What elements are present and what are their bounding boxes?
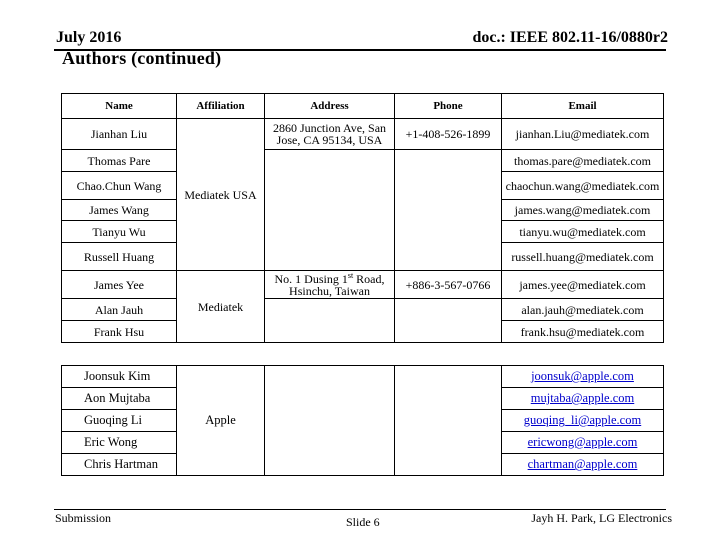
email-cell	[502, 388, 664, 410]
email-cell	[502, 366, 664, 388]
address-text-rest: Road, Hsinchu, Taiwan	[289, 272, 385, 298]
table-header-row	[62, 94, 664, 119]
address-cell-empty	[265, 150, 395, 271]
table-row	[62, 271, 664, 299]
column-header-affiliation: Affiliation	[177, 94, 265, 119]
author-name: Guoqing Li	[62, 410, 177, 432]
author-email: tianyu.wu@mediatek.com	[502, 221, 664, 243]
email-cell	[502, 454, 664, 476]
phone-cell: +1-408-526-1899	[395, 119, 502, 150]
slide-number: Slide 6	[346, 515, 380, 529]
author-email: james.yee@mediatek.com	[502, 271, 664, 299]
author-email-link[interactable]: mujtaba@apple.com	[530, 391, 635, 405]
affiliation-cell: Mediatek	[177, 271, 265, 343]
author-name: Joonsuk Kim	[62, 366, 177, 388]
author-name: Tianyu Wu	[62, 221, 177, 243]
column-header-email: Email	[502, 94, 664, 119]
author-email-link[interactable]: joonsuk@apple.com	[531, 369, 634, 383]
address-cell-empty	[265, 299, 395, 343]
address-ordinal: st	[347, 271, 354, 280]
apple-authors-table	[61, 365, 664, 476]
header-date: July 2016	[56, 29, 122, 46]
footer-divider	[54, 509, 666, 510]
author-email-link[interactable]: guoqing_li@apple.com	[523, 413, 642, 427]
affiliation-cell: Apple	[177, 366, 265, 476]
author-name: Thomas Pare	[62, 150, 177, 172]
table-row	[62, 366, 664, 388]
author-name: Eric Wong	[62, 432, 177, 454]
column-header-name: Name	[62, 94, 177, 119]
address-cell: 2860 Junction Ave, San Jose, CA 95134, USA	[265, 119, 395, 150]
author-name: Jianhan Liu	[62, 119, 177, 150]
author-email-link[interactable]: chartman@apple.com	[527, 457, 638, 471]
footer-author: Jayh H. Park, LG Electronics	[531, 511, 672, 525]
affiliation-cell: Mediatek USA	[177, 119, 265, 271]
author-name: Russell Huang	[62, 243, 177, 271]
author-name: Frank Hsu	[62, 321, 177, 343]
author-name: Chris Hartman	[62, 454, 177, 476]
author-email: jianhan.Liu@mediatek.com	[502, 119, 664, 150]
author-email: chaochun.wang@mediatek.com	[502, 172, 664, 200]
author-email: alan.jauh@mediatek.com	[502, 299, 664, 321]
author-email: james.wang@mediatek.com	[502, 200, 664, 221]
email-cell	[502, 432, 664, 454]
table-row	[62, 150, 664, 172]
author-email: frank.hsu@mediatek.com	[502, 321, 664, 343]
table-row	[62, 119, 664, 150]
phone-cell: +886-3-567-0766	[395, 271, 502, 299]
author-email-link[interactable]: ericwong@apple.com	[527, 435, 638, 449]
address-cell-empty	[265, 366, 395, 476]
page-title: Authors (continued)	[62, 48, 222, 68]
author-name: James Wang	[62, 200, 177, 221]
header-doc-id: doc.: IEEE 802.11-16/0880r2	[472, 29, 668, 46]
address-text: No. 1 Dusing 1	[274, 272, 348, 286]
phone-cell-empty	[395, 150, 502, 271]
phone-cell-empty	[395, 299, 502, 343]
phone-cell-empty	[395, 366, 502, 476]
author-name: Alan Jauh	[62, 299, 177, 321]
column-header-address: Address	[265, 94, 395, 119]
author-name: Aon Mujtaba	[62, 388, 177, 410]
footer-submission: Submission	[55, 511, 112, 525]
address-cell	[265, 271, 395, 299]
email-cell	[502, 410, 664, 432]
table-row	[62, 299, 664, 321]
author-name: James Yee	[62, 271, 177, 299]
column-header-phone: Phone	[395, 94, 502, 119]
author-email: russell.huang@mediatek.com	[502, 243, 664, 271]
author-email: thomas.pare@mediatek.com	[502, 150, 664, 172]
authors-table	[61, 93, 664, 343]
author-name: Chao.Chun Wang	[62, 172, 177, 200]
